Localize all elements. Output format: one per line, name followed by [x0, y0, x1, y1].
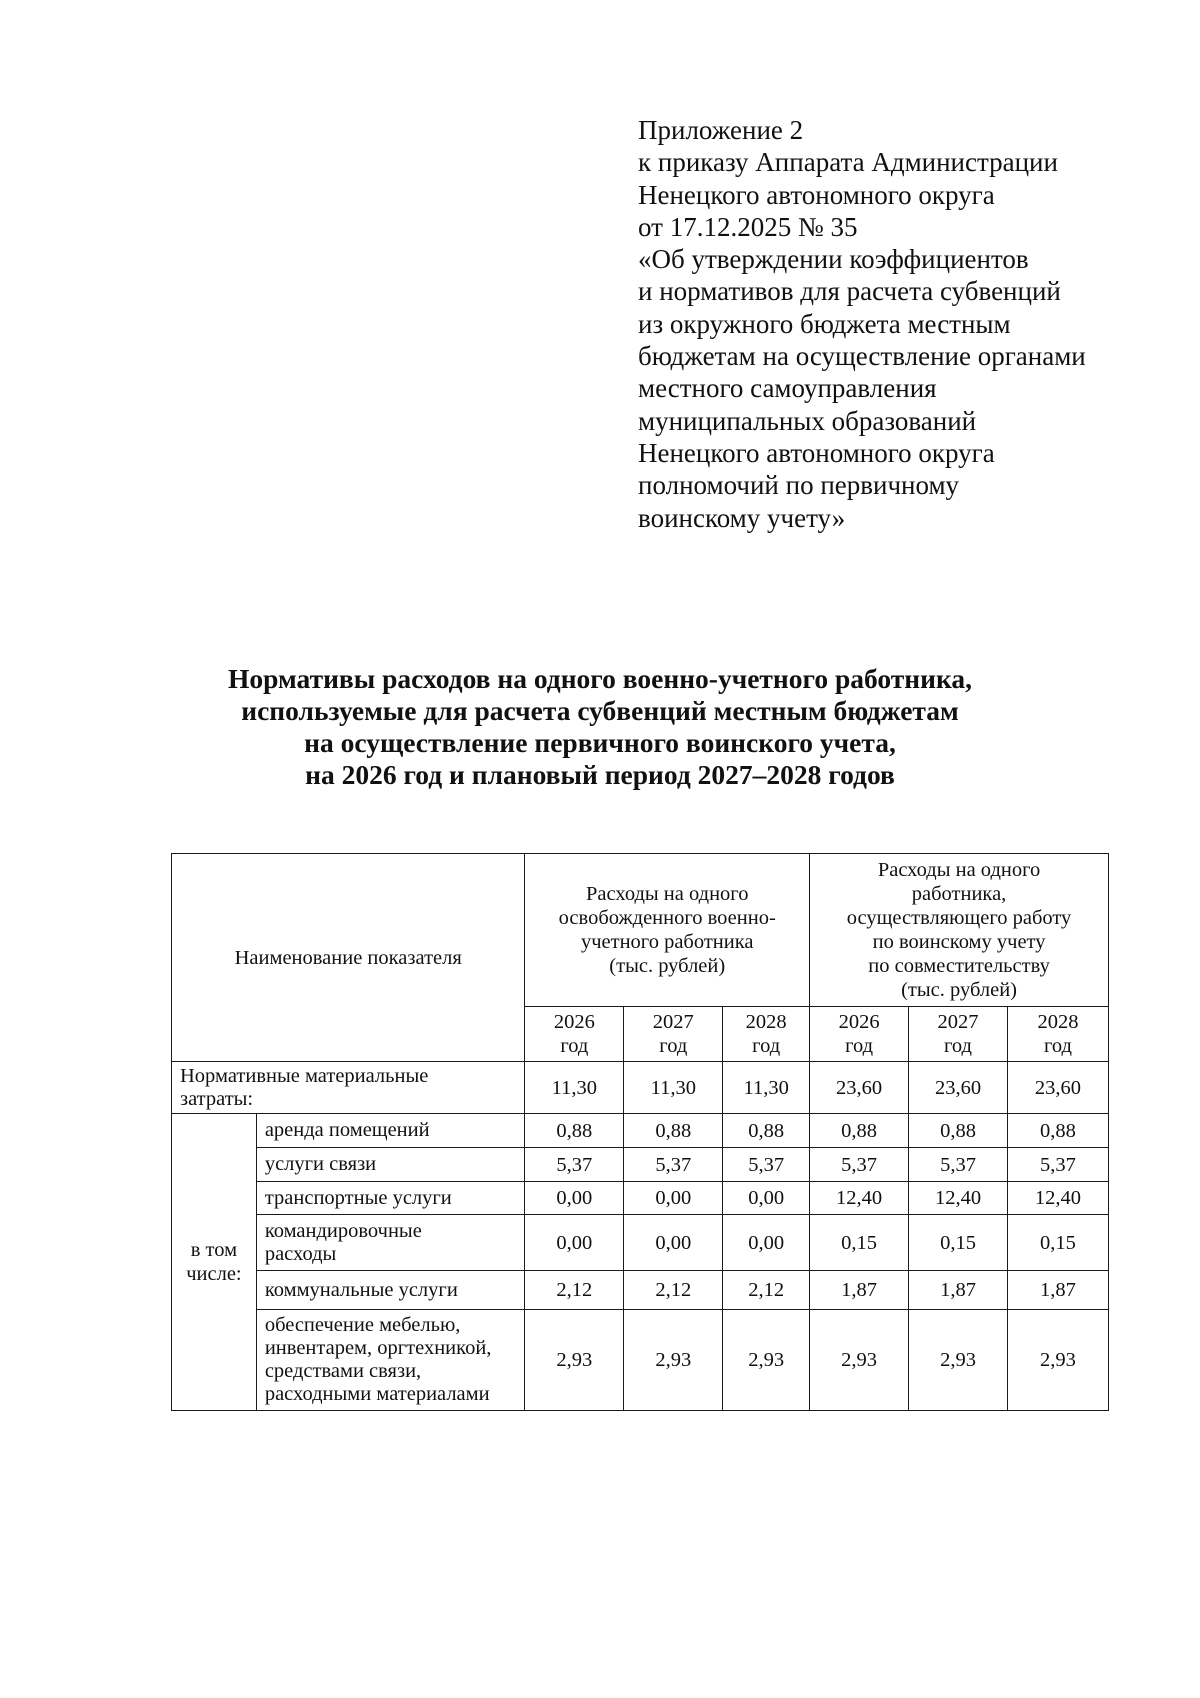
value-cell: 0,88	[624, 1114, 723, 1148]
value-cell: 23,60	[1007, 1062, 1108, 1114]
appendix-line: и нормативов для расчета субвенций	[638, 276, 1061, 307]
table-row	[172, 1114, 1109, 1148]
value-cell: 0,15	[909, 1215, 1008, 1271]
table-row	[172, 1215, 1109, 1271]
row-label: коммунальные услуги	[256, 1271, 525, 1310]
value-cell: 23,60	[810, 1062, 909, 1114]
indicator-header: Наименование показателя	[172, 854, 525, 1062]
value-cell: 1,87	[810, 1271, 909, 1310]
group-header-released-worker: Расходы на одного освобожденного военно- учетного работника (тыс. рублей)	[525, 854, 810, 1007]
header-row	[172, 854, 1109, 1007]
table-row	[172, 1182, 1109, 1215]
value-cell: 2,12	[624, 1271, 723, 1310]
value-cell: 2,93	[723, 1310, 810, 1411]
appendix-line: от 17.12.2025 № 35	[638, 211, 858, 242]
value-cell: 0,00	[624, 1182, 723, 1215]
appendix-line: муниципальных образований	[638, 405, 977, 436]
value-cell: 5,37	[810, 1148, 909, 1182]
value-cell: 11,30	[723, 1062, 810, 1114]
title-line: на 2026 год и плановый период 2027–2028 годов	[305, 759, 895, 790]
value-cell: 0,00	[525, 1215, 624, 1271]
year-header: 2026 год	[810, 1007, 909, 1062]
value-cell: 5,37	[723, 1148, 810, 1182]
appendix-line: воинскому учету»	[638, 502, 846, 533]
value-cell: 0,88	[810, 1114, 909, 1148]
appendix-line: из окружного бюджета местным	[638, 308, 1011, 339]
value-cell: 0,15	[1007, 1215, 1108, 1271]
table-row	[172, 1310, 1109, 1411]
appendix-line: местного самоуправления	[638, 373, 937, 404]
year-header: 2027 год	[624, 1007, 723, 1062]
year-header: 2026 год	[525, 1007, 624, 1062]
norms-table	[171, 853, 1109, 1411]
row-label: транспортные услуги	[256, 1182, 525, 1215]
row-label: обеспечение мебелью, инвентарем, оргтехникой, средствами связи, расходными материалами	[256, 1310, 525, 1411]
value-cell: 2,93	[909, 1310, 1008, 1411]
value-cell: 23,60	[909, 1062, 1008, 1114]
value-cell: 0,88	[909, 1114, 1008, 1148]
value-cell: 12,40	[909, 1182, 1008, 1215]
value-cell: 0,88	[525, 1114, 624, 1148]
table-row	[172, 1148, 1109, 1182]
title-line: Нормативы расходов на одного военно-учетного работника,	[227, 663, 973, 694]
group-header-part-time-worker: Расходы на одного работника, осуществляющего работу по воинскому учету по совместительству (тыс. рублей)	[810, 854, 1109, 1007]
value-cell: 12,40	[810, 1182, 909, 1215]
value-cell: 0,00	[723, 1182, 810, 1215]
table-row	[172, 1271, 1109, 1310]
appendix-line: Ненецкого автономного округа	[638, 437, 995, 468]
value-cell: 0,15	[810, 1215, 909, 1271]
value-cell: 0,88	[1007, 1114, 1108, 1148]
appendix-line: полномочий по первичному	[638, 470, 960, 501]
value-cell: 0,88	[723, 1114, 810, 1148]
value-cell: 1,87	[1007, 1271, 1108, 1310]
value-cell: 2,93	[525, 1310, 624, 1411]
value-cell: 5,37	[624, 1148, 723, 1182]
value-cell: 12,40	[1007, 1182, 1108, 1215]
year-header: 2028 год	[1007, 1007, 1108, 1062]
row-label: командировочные расходы	[256, 1215, 525, 1271]
value-cell: 0,00	[723, 1215, 810, 1271]
year-header: 2028 год	[723, 1007, 810, 1062]
appendix-line: «Об утверждении коэффициентов	[638, 244, 1029, 275]
table-row-total	[172, 1062, 1109, 1114]
value-cell: 2,12	[525, 1271, 624, 1310]
value-cell: 1,87	[909, 1271, 1008, 1310]
value-cell: 2,93	[810, 1310, 909, 1411]
appendix-line: к приказу Аппарата Администрации	[638, 147, 1058, 178]
value-cell: 11,30	[525, 1062, 624, 1114]
appendix-line: Приложение 2	[638, 115, 804, 145]
row-label: аренда помещений	[256, 1114, 525, 1148]
year-header: 2027 год	[909, 1007, 1008, 1062]
title-line: используемые для расчета субвенций местным бюджетам	[241, 695, 959, 726]
title-line: на осуществление первичного воинского учета,	[304, 727, 896, 758]
row-label: Нормативные материальные затраты:	[172, 1062, 525, 1114]
value-cell: 11,30	[624, 1062, 723, 1114]
value-cell: 2,93	[624, 1310, 723, 1411]
value-cell: 0,00	[624, 1215, 723, 1271]
value-cell: 0,00	[525, 1182, 624, 1215]
value-cell: 5,37	[525, 1148, 624, 1182]
appendix-line: бюджетам на осуществление органами	[638, 341, 1086, 372]
value-cell: 5,37	[909, 1148, 1008, 1182]
value-cell: 2,12	[723, 1271, 810, 1310]
appendix-reference	[638, 114, 1158, 534]
document-title	[150, 663, 1050, 791]
including-label: в том числе:	[172, 1114, 257, 1411]
value-cell: 5,37	[1007, 1148, 1108, 1182]
value-cell: 2,93	[1007, 1310, 1108, 1411]
appendix-line: Ненецкого автономного округа	[638, 179, 995, 210]
row-label: услуги связи	[256, 1148, 525, 1182]
